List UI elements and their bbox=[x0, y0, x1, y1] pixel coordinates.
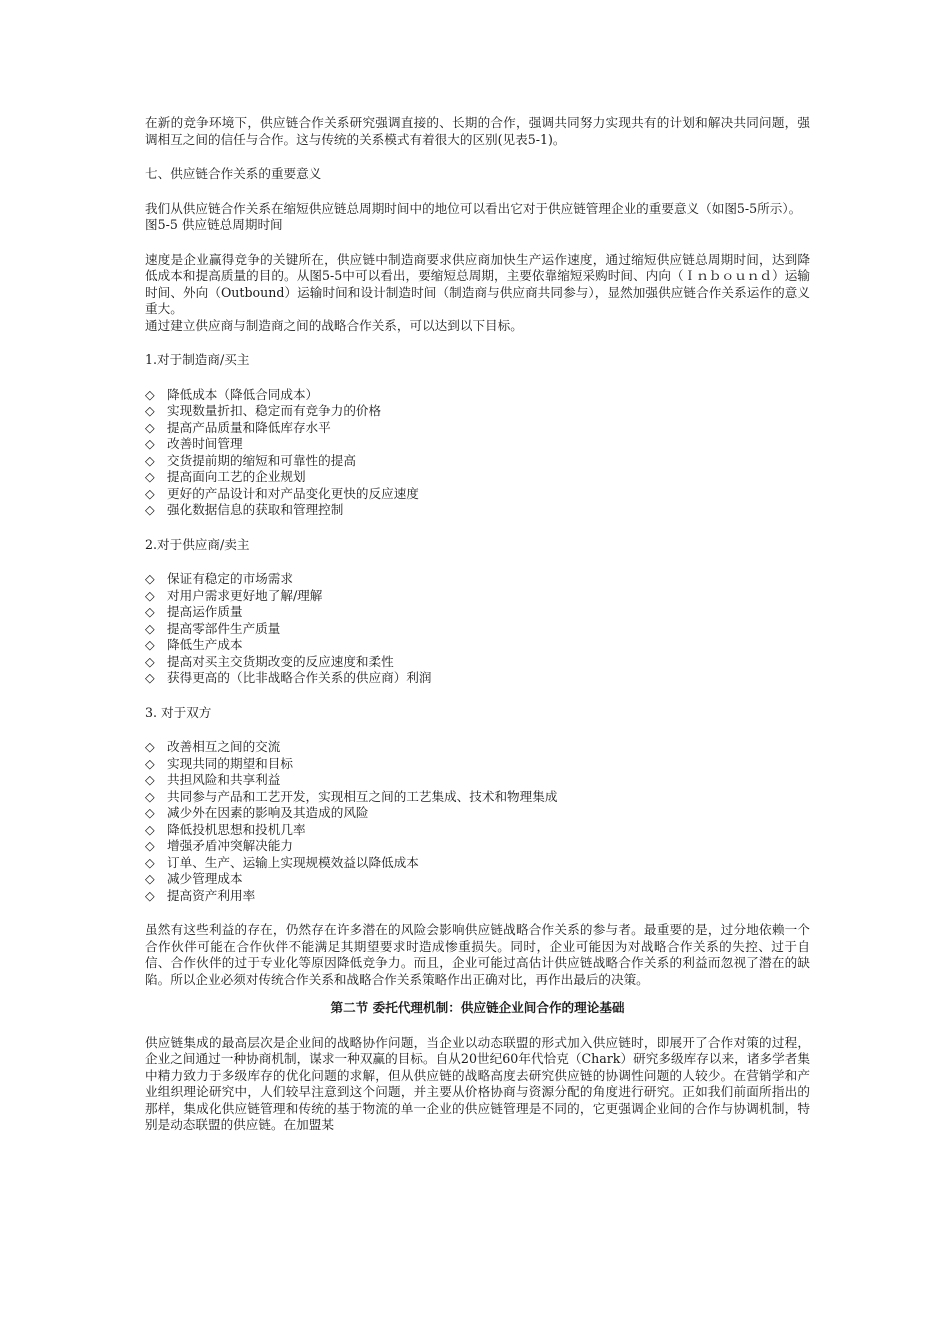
diamond-bullet-icon: ◇ bbox=[145, 821, 155, 837]
list-item: ◇ 降低投机思想和投机几率 bbox=[145, 821, 306, 837]
diamond-bullet-icon: ◇ bbox=[145, 805, 155, 820]
list-item: ◇ 减少外在因素的影响及其造成的风险 bbox=[145, 805, 369, 820]
diamond-bullet-icon: ◇ bbox=[145, 838, 155, 853]
list-item: ◇ 提高产品质量和降低库存水平 bbox=[145, 419, 331, 435]
diamond-bullet-icon: ◇ bbox=[145, 854, 155, 870]
speed-paragraph: 速度是企业赢得竞争的关键所在，供应链中制造商要求供应商加快生产运作速度，通过缩短供应链总周期时间，达到降低成本和提高质量的目的。从图5-5中可以看出，要缩短总周期，主要依靠缩短采购时间、内向（Ｉｎｂｏｕｎｄ）运输时间、外向（Outbound）运输时间和设计制造时间（制造商与供应商共同参与），显然加强供应链合作关系运作的意义重大。 bbox=[145, 251, 810, 316]
group-title-both: 3. 对于双方 bbox=[145, 704, 212, 720]
list-item: ◇ 共担风险和共享利益 bbox=[145, 772, 281, 787]
group-title-supplier: 2.对于供应商/卖主 bbox=[145, 536, 250, 552]
figure-caption: 图5-5 供应链总周期时间 bbox=[145, 217, 283, 232]
diamond-bullet-icon: ◇ bbox=[145, 386, 155, 402]
list-item: ◇ 交货提前期的缩短和可靠性的提高 bbox=[145, 452, 356, 468]
diamond-bullet-icon: ◇ bbox=[145, 772, 155, 787]
manufacturer-benefit-list bbox=[145, 387, 810, 519]
diamond-bullet-icon: ◇ bbox=[145, 419, 155, 435]
diamond-bullet-icon: ◇ bbox=[145, 452, 155, 468]
list-item: ◇ 获得更高的（比非战略合作关系的供应商）利润 bbox=[145, 670, 432, 685]
list-item: ◇ 保证有稳定的市场需求 bbox=[145, 571, 293, 586]
list-item: ◇ 降低生产成本 bbox=[145, 637, 243, 652]
diamond-bullet-icon: ◇ bbox=[145, 788, 155, 804]
diamond-bullet-icon: ◇ bbox=[145, 469, 155, 484]
diamond-bullet-icon: ◇ bbox=[145, 436, 155, 451]
diamond-bullet-icon: ◇ bbox=[145, 571, 155, 586]
list-item: ◇ 提高对买主交货期改变的反应速度和柔性 bbox=[145, 653, 394, 669]
list-item: ◇ 提高面向工艺的企业规划 bbox=[145, 469, 306, 484]
mutual-benefit-list bbox=[145, 739, 810, 904]
diamond-bullet-icon: ◇ bbox=[145, 485, 155, 501]
list-item: ◇ 降低成本（降低合同成本） bbox=[145, 386, 319, 402]
section-2-paragraph: 供应链集成的最高层次是企业间的战略协作问题，当企业以动态联盟的形式加入供应链时，即展开了合作对策的过程，企业之间通过一种协商机制，谋求一种双赢的目标。自从20世纪60年代恰克（Chark）研究多级库存以来，诸多学者集中精力致力于多级库存的优化问题的求解，但从供应链的战略高度去研究供应链的协调性问题的人较少。在营销学和产业组织理论研究中，人们较早注意到这个问题，并主要从价格协商与资源分配的角度进行研究。正如我们前面所指出的那样，集成化供应链管理和传统的基于物流的单一企业的供应链管理是不同的，它更强调企业间的合作与协调机制，特别是动态联盟的供应链。在加盟某 bbox=[145, 1034, 810, 1132]
goal-paragraph: 通过建立供应商与制造商之间的战略合作关系，可以达到以下目标。 bbox=[145, 317, 523, 333]
list-item: ◇ 改善相互之间的交流 bbox=[145, 739, 281, 754]
list-item: ◇ 订单、生产、运输上实现规模效益以降低成本 bbox=[145, 854, 419, 870]
list-item: ◇ 提高资产利用率 bbox=[145, 887, 256, 903]
diamond-bullet-icon: ◇ bbox=[145, 403, 155, 418]
document-page bbox=[145, 115, 810, 1134]
diamond-bullet-icon: ◇ bbox=[145, 587, 155, 603]
diamond-bullet-icon: ◇ bbox=[145, 653, 155, 669]
group-title-manufacturer: 1.对于制造商/买主 bbox=[145, 352, 250, 367]
diamond-bullet-icon: ◇ bbox=[145, 502, 155, 517]
list-item: ◇ 改善时间管理 bbox=[145, 436, 243, 451]
diamond-bullet-icon: ◇ bbox=[145, 739, 155, 754]
diamond-bullet-icon: ◇ bbox=[145, 620, 155, 636]
list-item: ◇ 实现数量折扣、稳定而有竞争力的价格 bbox=[145, 403, 382, 418]
supplier-benefit-list bbox=[145, 571, 810, 687]
significance-paragraph: 我们从供应链合作关系在缩短供应链总周期时间中的地位可以看出它对于供应链管理企业的重要意义（如图5-5所示）。 bbox=[145, 200, 802, 216]
diamond-bullet-icon: ◇ bbox=[145, 755, 155, 771]
intro-paragraph: 在新的竞争环境下，供应链合作关系研究强调直接的、长期的合作，强调共同努力实现共有的计划和解决共同问题，强调相互之间的信任与合作。这与传统的关系模式有着很大的区别(见表5-1)。 bbox=[145, 115, 810, 147]
diamond-bullet-icon: ◇ bbox=[145, 604, 155, 619]
diamond-bullet-icon: ◇ bbox=[145, 871, 155, 886]
list-item: ◇ 提高零部件生产质量 bbox=[145, 620, 281, 636]
risk-paragraph: 虽然有这些利益的存在，仍然存在许多潜在的风险会影响供应链战略合作关系的参与者。最重要的是，过分地依赖一个合作伙伴可能在合作伙伴不能满足其期望要求时造成惨重损失。同时，企业可能因为对战略合作关系的失控、过于自信、合作伙伴的过于专业化等原因降低竞争力。而且，企业可能过高估计供应链战略合作关系的利益而忽视了潜在的缺陷。所以企业必须对传统合作关系和战略合作关系策略作出正确对比，再作出最后的决策。 bbox=[145, 922, 810, 987]
list-item: ◇ 减少管理成本 bbox=[145, 871, 243, 886]
section-2-title: 第二节 委托代理机制：供应链企业间合作的理论基础 bbox=[330, 1000, 625, 1015]
list-item: ◇ 强化数据信息的获取和管理控制 bbox=[145, 502, 344, 517]
section-heading-7: 七、供应链合作关系的重要意义 bbox=[145, 166, 322, 181]
diamond-bullet-icon: ◇ bbox=[145, 887, 155, 903]
list-item: ◇ 对用户需求更好地了解/理解 bbox=[145, 587, 323, 603]
diamond-bullet-icon: ◇ bbox=[145, 637, 155, 652]
list-item: ◇ 更好的产品设计和对产品变化更快的反应速度 bbox=[145, 485, 419, 501]
list-item: ◇ 提高运作质量 bbox=[145, 604, 243, 619]
list-item: ◇ 共同参与产品和工艺开发，实现相互之间的工艺集成、技术和物理集成 bbox=[145, 788, 558, 804]
list-item: ◇ 实现共同的期望和目标 bbox=[145, 755, 293, 771]
list-item: ◇ 增强矛盾冲突解决能力 bbox=[145, 838, 293, 853]
diamond-bullet-icon: ◇ bbox=[145, 670, 155, 685]
